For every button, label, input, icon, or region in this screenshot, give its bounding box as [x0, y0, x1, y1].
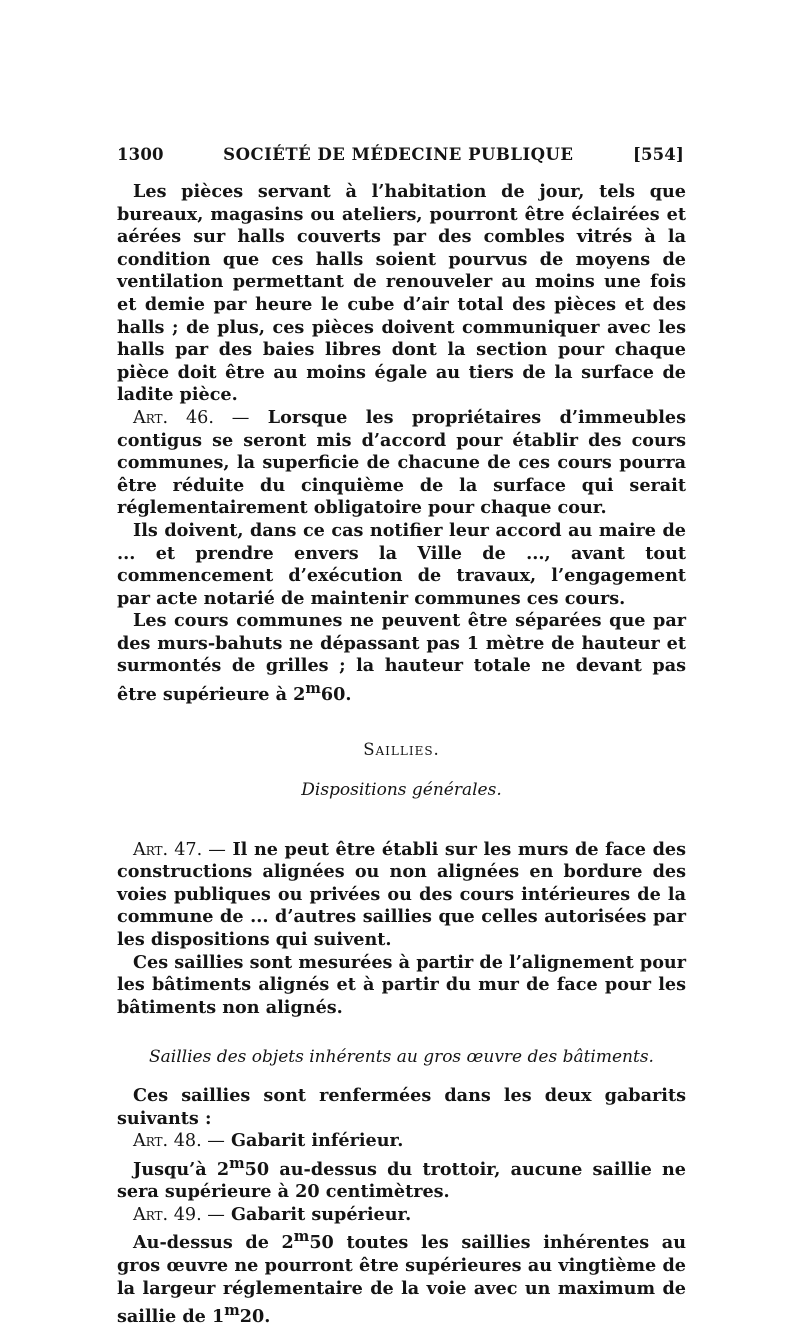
article-46: [117, 407, 686, 520]
article-label: Art. 48. —: [133, 1131, 225, 1152]
running-title: SOCIÉTÉ DE MÉDECINE PUBLIQUE: [223, 145, 574, 164]
body-text: [117, 181, 686, 1329]
article-47: [117, 839, 686, 952]
text-run: Jusqu’à 2: [133, 1158, 230, 1180]
paragraph-gabarit-inferieur: [117, 1153, 686, 1204]
article-text: Il ne peut être établi sur les murs de face des constructions alignées ou non alignées en bordure des voies publiques ou privées ou des cours intérieures de la commune de ... d’autres saillies que celles autorisées par les dispositions qui suivent.: [117, 838, 686, 951]
superscript-unit: m: [293, 1228, 310, 1246]
article-text: Gabarit inférieur.: [231, 1130, 404, 1152]
page-number: 1300: [117, 145, 164, 164]
paragraph-halls: Les pièces servant à l’habitation de jour, tels que bureaux, magasins ou ateliers, pourront être éclairées et aérées sur halls couverts par des combles vitrés à la condition que ces halls soient pourvus de moyens de ventilation permettant de renouveler au moins une fois et demie par heure le cube d’air total des pièces et des halls ; de plus, ces pièces doivent communiquer avec les halls par des baies libres dont la section pour chaque pièce doit être au moins égale au tiers de la surface de ladite pièce.: [117, 181, 686, 406]
article-48: [117, 1130, 686, 1153]
text-run: Les cours communes ne peuvent être séparées que par des murs-bahuts ne dépassant pas 1 mètre de hauteur et surmontés de grilles ; la hauteur totale ne devant pas être supérieure à 2: [117, 610, 686, 705]
superscript-unit: m: [305, 680, 321, 698]
article-49: [117, 1204, 686, 1227]
article-text: Lorsque les propriétaires d’immeubles contigus se seront mis d’accord pour établir des cours communes, la superficie de chacune de ces cours pourra être réduite du cinquième de la surface qui serait réglementairement obligatoire pour chaque cour.: [117, 406, 686, 519]
paragraph-gabarits: Ces saillies sont renfermées dans les deux gabarits suivants :: [117, 1085, 686, 1129]
text-run: 50 toutes les saillies inhérentes au gros œuvre ne pourront être supérieures au vingtième de la largeur réglementaire de la voie avec un maximum de saillie de 1: [117, 1232, 686, 1327]
paragraph-murs-bahuts: [117, 610, 686, 706]
bracket-page-number: [554]: [632, 145, 684, 164]
superscript-unit: m: [229, 1154, 245, 1172]
text-run: Au-dessus de 2: [133, 1232, 294, 1254]
running-header: [117, 145, 684, 164]
article-label: Art. 47. —: [133, 839, 226, 860]
subsection-title-general: Dispositions générales.: [301, 780, 502, 801]
section-title: Saillies.: [363, 739, 440, 759]
subsection-title-objects: Saillies des objets inhérents au gros œuvre des bâtiments.: [149, 1047, 654, 1068]
paragraph-gabarit-superieur: [117, 1226, 686, 1328]
text-run: 20.: [239, 1305, 271, 1327]
paragraph-measurement: Ces saillies sont mesurées à partir de l’alignement pour les bâtiments alignés et à partir du mur de face pour les bâtiments non alignés.: [117, 951, 686, 1018]
article-text: Gabarit supérieur.: [231, 1203, 412, 1225]
paragraph-notification: Ils doivent, dans ce cas notifier leur accord au maire de ... et prendre envers la Ville de ..., avant tout commencement d’exécution de travaux, l’engagement par acte notarié de maintenir communes ces cours.: [117, 519, 686, 609]
article-label: Art. 49. —: [133, 1204, 225, 1225]
article-label: Art. 46. —: [133, 407, 250, 428]
text-run: 60.: [320, 683, 352, 705]
superscript-unit: m: [224, 1302, 240, 1320]
text-run: 50 au-dessus du trottoir, aucune saillie ne sera supérieure à 20 centimètres.: [117, 1158, 686, 1203]
